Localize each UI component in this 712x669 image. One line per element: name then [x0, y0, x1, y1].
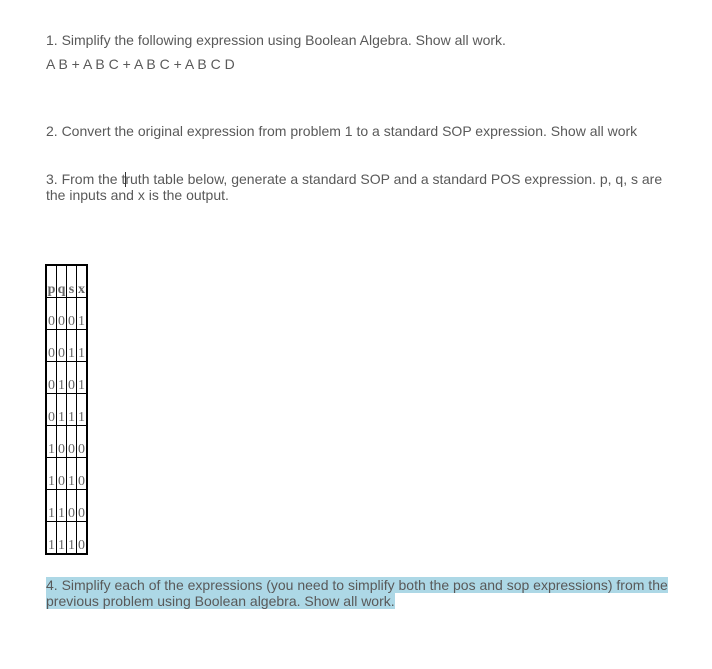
truth-table-cell: 0 [46, 362, 57, 394]
problem-3-text-part-1: 3. From the t [46, 171, 126, 187]
problem-4-highlighted-text: 4. Simplify each of the expressions (you need to simplify both the pos and sop expressions) from the previous problem using Boolean algebra. Show all work. [46, 577, 668, 609]
problem-3-text[interactable] [46, 171, 676, 203]
truth-table-row [46, 426, 87, 458]
truth-table-cell: 0 [67, 298, 77, 330]
truth-table-row [46, 458, 87, 490]
truth-table-cell: 0 [57, 298, 67, 330]
truth-table-cell: 0 [77, 426, 88, 458]
truth-table-cell: 0 [46, 394, 57, 426]
truth-table-header-cell: q [57, 265, 67, 298]
truth-table-row [46, 490, 87, 522]
truth-table-cell: 1 [77, 330, 88, 362]
truth-table-cell: 1 [46, 490, 57, 522]
problem-1-text: 1. Simplify the following expression using Boolean Algebra. Show all work. [46, 32, 506, 48]
truth-table-cell: 0 [57, 330, 67, 362]
truth-table-cell: 0 [77, 490, 88, 522]
truth-table-cell: 1 [77, 362, 88, 394]
problem-1-expression: A B + A B C + A B C + A B C D [46, 56, 235, 72]
truth-table-cell: 0 [67, 490, 77, 522]
truth-table-cell: 1 [57, 490, 67, 522]
truth-table-cell: 0 [46, 298, 57, 330]
truth-table-cell: 1 [57, 522, 67, 555]
truth-table-row [46, 362, 87, 394]
truth-table-cell: 1 [77, 394, 88, 426]
truth-table-header-cell: p [46, 265, 57, 298]
truth-table-cell: 1 [67, 394, 77, 426]
truth-table-cell: 1 [57, 362, 67, 394]
truth-table-header-row [46, 265, 87, 298]
truth-table-cell: 1 [77, 298, 88, 330]
truth-table-row [46, 298, 87, 330]
truth-table-cell: 1 [57, 394, 67, 426]
truth-table-cell: 1 [46, 522, 57, 555]
truth-table-cell: 0 [57, 426, 67, 458]
truth-table-row [46, 330, 87, 362]
truth-table-cell: 0 [57, 458, 67, 490]
truth-table-cell: 1 [46, 458, 57, 490]
truth-table-row [46, 522, 87, 555]
truth-table-cell: 0 [77, 458, 88, 490]
truth-table-cell: 0 [67, 362, 77, 394]
truth-table-cell: 0 [46, 330, 57, 362]
problem-3-text-part-2: ruth table below, generate a standard SOP and a standard POS expression. p, q, s are the inputs and x is the output. [46, 171, 663, 203]
truth-table-cell: 1 [67, 458, 77, 490]
problem-4-text [46, 577, 670, 609]
truth-table-cell: 0 [77, 522, 88, 555]
problem-2-text: 2. Convert the original expression from problem 1 to a standard SOP expression. Show all work [46, 123, 638, 139]
truth-table-cell: 0 [67, 426, 77, 458]
truth-table-cell: 1 [46, 426, 57, 458]
truth-table-header-cell: s [67, 265, 77, 298]
truth-table-cell: 1 [67, 522, 77, 555]
truth-table-header-cell: x [77, 265, 88, 298]
truth-table-row [46, 394, 87, 426]
truth-table [45, 264, 88, 555]
truth-table-cell: 1 [67, 330, 77, 362]
